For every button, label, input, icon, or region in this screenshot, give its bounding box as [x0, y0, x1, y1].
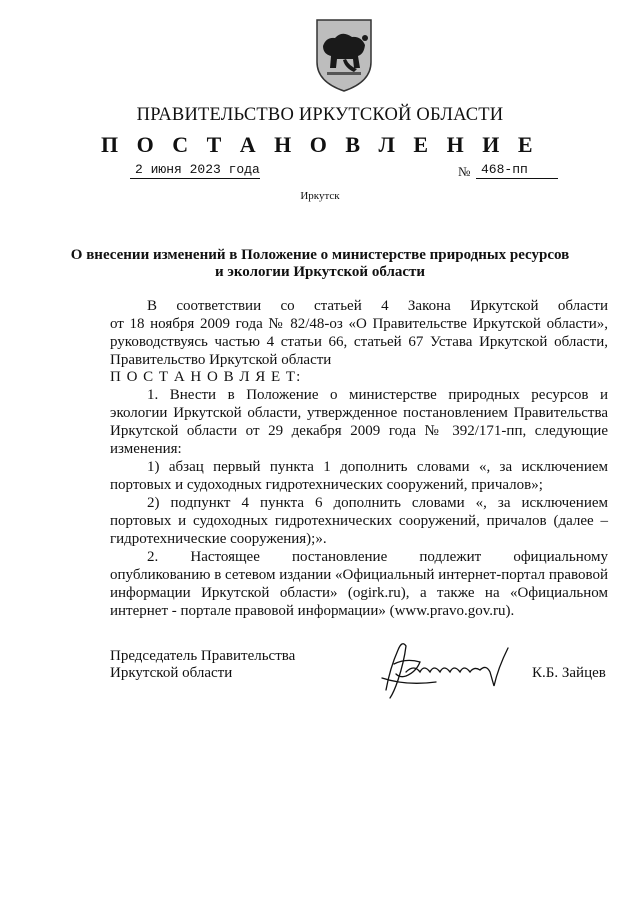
number-underline — [476, 178, 558, 179]
document-date: 2 июня 2023 года — [135, 162, 260, 177]
body-line: руководствуясь частью 4 статьи 66, статьей 67 Устава Иркутской области, — [110, 334, 608, 350]
signer-title: Председатель Правительства — [110, 648, 296, 664]
body-line: портовых и судоходных гидротехнических сооружений, причалов (далее – — [110, 513, 608, 529]
body-line: от 18 ноября 2009 года № 82/48-оз «О Правительстве Иркутской области», — [110, 316, 608, 332]
body-line: 1. Внести в Положение о министерстве природных ресурсов и — [147, 387, 608, 403]
resolution-keyword: П О С Т А Н О В Л Я Е Т: — [110, 369, 302, 385]
body-line: интернет - портале правовой информации» (www.pravo.gov.ru). — [110, 603, 515, 619]
body-line: гидротехнические сооружения);». — [110, 531, 327, 547]
subject-line: и экологии Иркутской области — [214, 264, 426, 280]
body-line: портовых и судоходных гидротехнических сооружений, причалов»; — [110, 477, 543, 493]
document-type: П О С Т А Н О В Л Е Н И Е — [100, 132, 540, 157]
handwritten-signature-icon — [376, 628, 526, 708]
body-line: изменения: — [110, 441, 182, 457]
date-underline — [130, 178, 260, 179]
body-line: Правительство Иркутской области — [110, 352, 332, 368]
coat-of-arms-icon — [313, 16, 375, 94]
city: Иркутск — [300, 190, 340, 202]
signer-name: К.Б. Зайцев — [532, 665, 606, 681]
government-title: ПРАВИТЕЛЬСТВО ИРКУТСКОЙ ОБЛАСТИ — [136, 105, 504, 125]
body-line: 2) подпункт 4 пункта 6 дополнить словами «, за исключением — [147, 495, 608, 511]
signer-title: Иркутской области — [110, 665, 233, 681]
body-line: В соответствии со статьей 4 Закона Иркутской области — [147, 298, 608, 314]
body-line: 2. Настоящее постановление подлежит официальному — [147, 549, 608, 565]
body-line: экологии Иркутской области, утвержденное постановлением Правительства — [110, 405, 608, 421]
body-line: информации Иркутской области» (ogirk.ru), а также на «Официальном — [110, 585, 608, 601]
body-line: опубликованию в сетевом издании «Официальный интернет-портал правовой — [110, 567, 608, 583]
body-line: Иркутской области от 29 декабря 2009 года № 392/171-пп, следующие — [110, 423, 608, 439]
subject-line: О внесении изменений в Положение о министерстве природных ресурсов — [70, 247, 570, 263]
number-sign: № — [458, 164, 471, 179]
body-line: 1) абзац первый пункта 1 дополнить словами «, за исключением — [147, 459, 608, 475]
document-number: 468-пп — [481, 162, 528, 177]
